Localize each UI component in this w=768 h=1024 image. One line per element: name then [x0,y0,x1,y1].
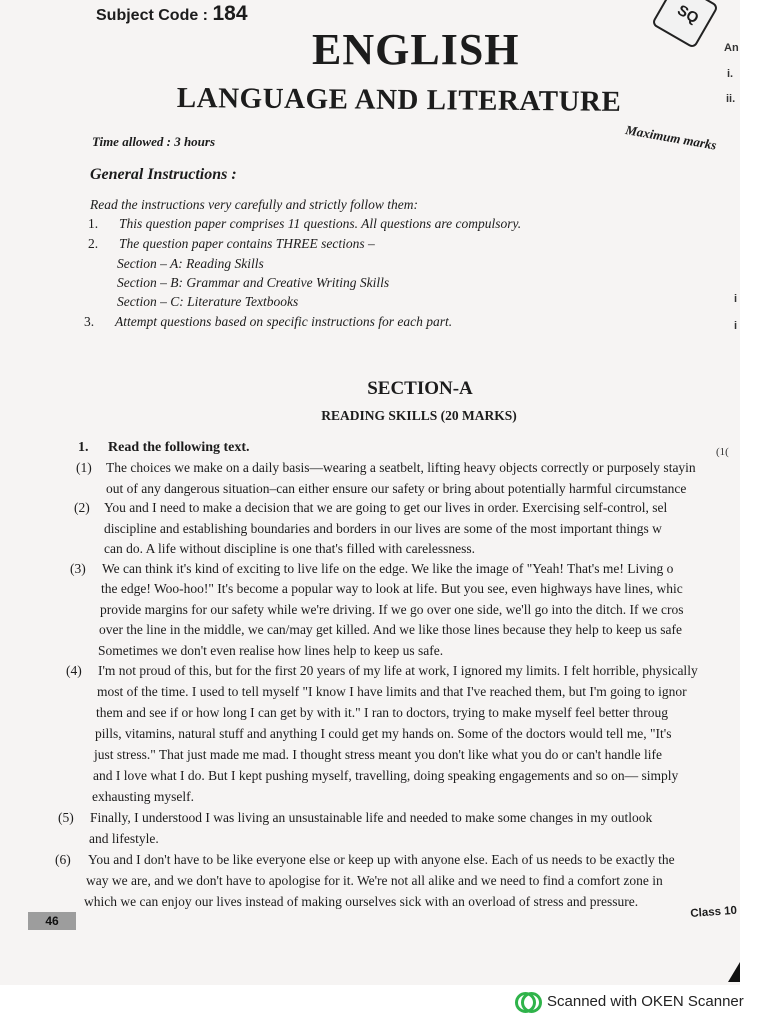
instruction-item [117,256,264,272]
time-allowed: Time allowed : 3 hours [92,134,216,149]
passage-line: I'm not proud of this, but for the first 20 years of my life at work, I ignored my limits. I felt horrible, physically [98,663,698,678]
passage-line: The choices we make on a daily basis—wearing a seatbelt, lifting heavy objects correctly or purposely stayin [106,460,696,475]
passage-line: provide margins for our safety while we're driving. If we go over one side, we'll go into the ditch. If we cros [100,602,684,617]
passage-line: the edge! Woo-hoo!" It's become a popular way to look at life. But you see, even highways have lines, whic [101,581,683,596]
passage-line: You and I don't have to be like everyone else or keep up with anyone else. Each of us needs to be exactly the [88,852,675,867]
instruction-text: Section – A: Reading Skills [117,256,264,271]
general-instructions-heading: General Instructions : [90,166,237,183]
instruction-text: This question paper comprises 11 questions. All questions are compulsory. [119,216,522,231]
question-prompt: Read the following text. [108,440,250,455]
page-number: 46 [28,912,76,930]
paragraph-number: (6) [55,852,71,867]
instruction-item [88,236,375,252]
scanner-watermark [515,990,744,1012]
subject-code-label: Subject Code : [96,7,209,24]
passage-line: can do. A life without discipline is one that's filled with carelessness. [104,541,475,556]
paragraph-number: (3) [70,561,86,576]
marks-fragment: (1( [716,446,729,458]
paragraph-number: (2) [74,500,90,515]
instruction-number: 1. [88,216,99,231]
paper-subtitle: LANGUAGE AND LITERATURE [176,82,622,118]
class-label: Class 10 [690,904,738,920]
passage-line: out of any dangerous situation–can either ensure our safety or bring about potentially harmful circumstance [106,481,687,496]
passage-line: We can think it's kind of exciting to live life on the edge. We like the image of "Yeah! That's me! Living o [102,561,674,576]
instruction-text: The question paper contains THREE sections – [119,236,375,251]
passage-line: just stress." That just made me mad. I thought stress meant you don't like what you do or can't handle life [94,747,663,762]
instruction-item [84,314,452,330]
instruction-number: 3. [84,314,95,329]
passage-line: and I love what I do. But I kept pushing myself, travelling, doing speaking engagements and so on— simply [93,768,679,783]
passage-line: pills, vitamins, natural stuff and anything I could get my hands on. Some of the doctors would tell me, "It's [95,726,672,741]
margin-fragment: i. [727,68,734,80]
paragraph-number: (1) [76,460,92,475]
instruction-text: Section – C: Literature Textbooks [117,294,299,309]
instruction-item [117,294,298,310]
page-corner-mark [728,962,740,982]
passage-line: them and see if or how long I can get by with it." I ran to doctors, trying to make myself feel better throug [96,705,668,720]
section-title: SECTION-A [367,378,473,399]
margin-fragment: ii. [726,93,736,105]
paragraph-number: (4) [66,663,82,678]
scanner-text: Scanned with OKEN Scanner [547,992,744,1010]
instruction-item [88,216,521,232]
instruction-text: Section – B: Grammar and Creative Writing Skills [117,275,390,290]
passage-line: most of the time. I used to tell myself "I know I have limits and that I've reached them, but I'm going to ignor [97,684,687,699]
passage-line: discipline and establishing boundaries and borders in our lives are some of the most important things w [104,521,662,536]
passage-line: which we can enjoy our lives instead of making ourselves sick with an overload of stress and pressure. [84,894,639,909]
passage-line: over the line in the middle, we can/may get killed. And we like those lines because they help to keep us safe [99,622,682,637]
question-1 [78,440,250,456]
instructions-intro: Read the instructions very carefully and strictly follow them: [90,197,418,212]
margin-fragment: i [734,293,738,305]
instruction-item [117,275,389,291]
passage-line: Finally, I understood I was living an unsustainable life and needed to make some changes in my outlook [90,810,653,825]
paper-title: ENGLISH [312,25,520,74]
passage-line: exhausting myself. [92,789,194,804]
subject-code-value: 184 [212,2,248,25]
passage-line: way we are, and we don't have to apologise for it. We're not all alike and we need to find a comfort zone in [86,873,663,888]
passage-line: You and I need to make a decision that we are going to get our lives in order. Exercising self-control, sel [104,500,668,515]
margin-fragment: An [724,42,739,54]
instruction-number: 2. [88,236,99,251]
paragraph-number: (5) [58,810,74,825]
scanner-logo-icon [515,990,537,1012]
question-number: 1. [78,440,89,455]
maximum-marks: Maximum marks [624,122,718,153]
passage-line: and lifestyle. [89,831,159,846]
instruction-text: Attempt questions based on specific instructions for each part. [115,314,453,329]
section-badge-text: SQ [674,1,702,28]
passage-line: Sometimes we don't even realise how lines help to keep us safe. [98,643,444,658]
margin-fragment: i [734,320,738,332]
section-subtitle: READING SKILLS (20 MARKS) [321,408,517,423]
subject-code [96,2,248,26]
